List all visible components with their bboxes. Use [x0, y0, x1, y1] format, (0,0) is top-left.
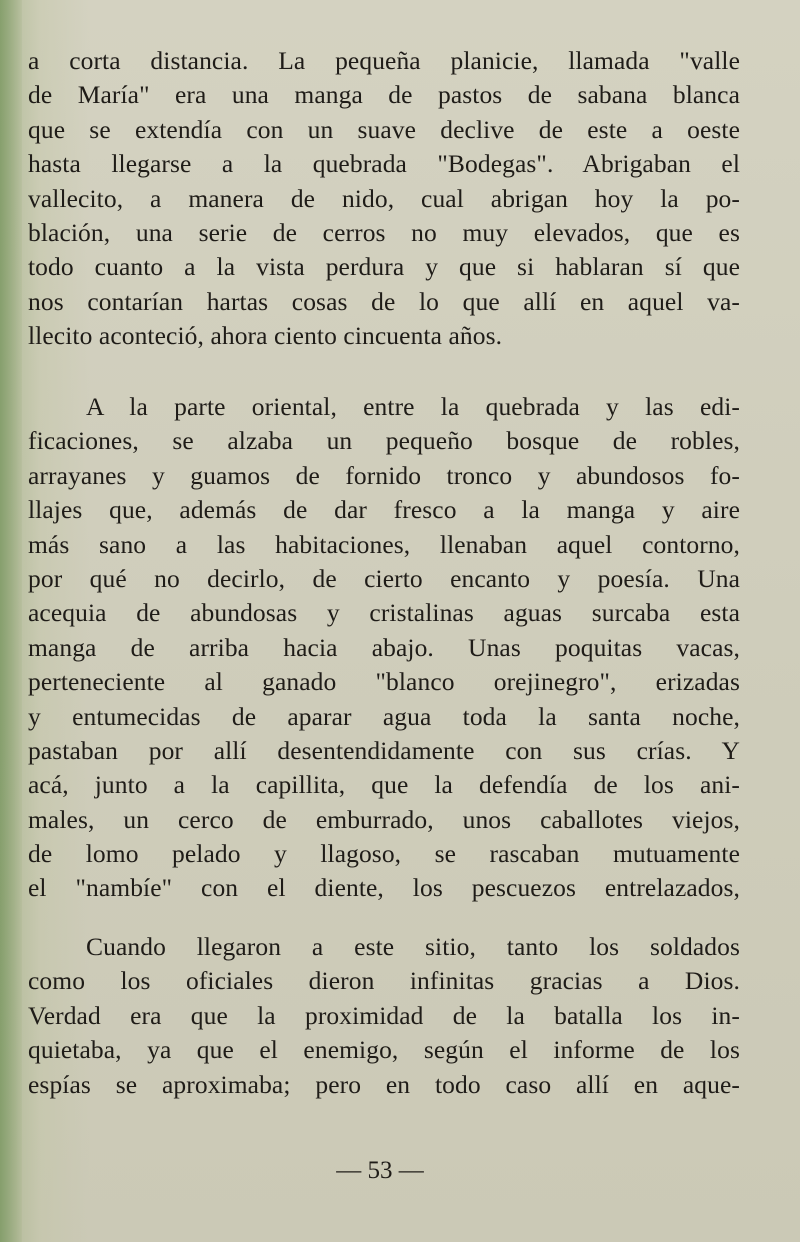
text-line: vallecito, a manera de nido, cual abrigan hoy la po- [28, 183, 740, 213]
text-line: acequia de abundosas y cristalinas aguas surcaba esta [28, 598, 740, 628]
text-line: llecito aconteció, ahora ciento cincuenta años. [28, 321, 503, 351]
text-line: a corta distancia. La pequeña planicie, llamada "valle [28, 46, 740, 75]
text-line: quietaba, ya que el enemigo, según el informe de los [28, 1035, 740, 1065]
paragraph-3 [28, 930, 740, 1102]
text-line: blación, una serie de cerros no muy elevados, que es [28, 217, 740, 247]
text-line: hasta llegarse a la quebrada "Bodegas". Abrigaban el [28, 149, 740, 179]
paragraph-1 [28, 44, 740, 354]
text-line: nos contarían hartas cosas de lo que allí en aquel va- [28, 286, 740, 316]
text-line: como los oficiales dieron infinitas gracias a Dios. [28, 966, 740, 996]
text-line: acá, junto a la capillita, que la defendía de los ani- [28, 770, 740, 800]
text-line: manga de arriba hacia abajo. Unas poquitas vacas, [28, 632, 740, 662]
text-line: ficaciones, se alzaba un pequeño bosque de robles, [28, 426, 740, 456]
paragraph-2 [28, 390, 740, 906]
text-line: y entumecidas de aparar agua toda la santa noche, [28, 701, 740, 731]
page-gutter-shadow [0, 0, 22, 1242]
text-line: más sano a las habitaciones, llenaban aquel contorno, [28, 529, 740, 559]
text-line: de lomo pelado y llagoso, se rascaban mutuamente [28, 839, 740, 869]
text-line: por qué no decirlo, de cierto encanto y poesía. Una [28, 563, 740, 593]
text-line: males, un cerco de emburrado, unos caballotes viejos, [28, 804, 740, 834]
text-line: el "nambíe" con el diente, los pescuezos entrelazados, [28, 873, 740, 903]
text-line: espías se aproximaba; pero en todo caso allí en aque- [28, 1069, 740, 1099]
text-line: de María" era una manga de pastos de sabana blanca [28, 80, 740, 110]
text-line: perteneciente al ganado "blanco orejinegro", erizadas [28, 667, 740, 697]
text-line: Verdad era que la proximidad de la batalla los in- [28, 1000, 740, 1030]
text-line: pastaban por allí desentendidamente con sus crías. Y [28, 735, 740, 765]
page-number: — 53 — [336, 1157, 424, 1184]
text-line: llajes que, además de dar fresco a la manga y aire [28, 495, 740, 525]
text-line: que se extendía con un suave declive de este a oeste [28, 114, 740, 144]
text-line: Cuando llegaron a este sitio, tanto los soldados [86, 932, 740, 961]
text-line: A la parte oriental, entre la quebrada y las edi- [86, 392, 740, 421]
text-line: arrayanes y guamos de fornido tronco y abundosos fo- [28, 460, 740, 490]
text-line: todo cuanto a la vista perdura y que si hablaran sí que [28, 252, 740, 282]
